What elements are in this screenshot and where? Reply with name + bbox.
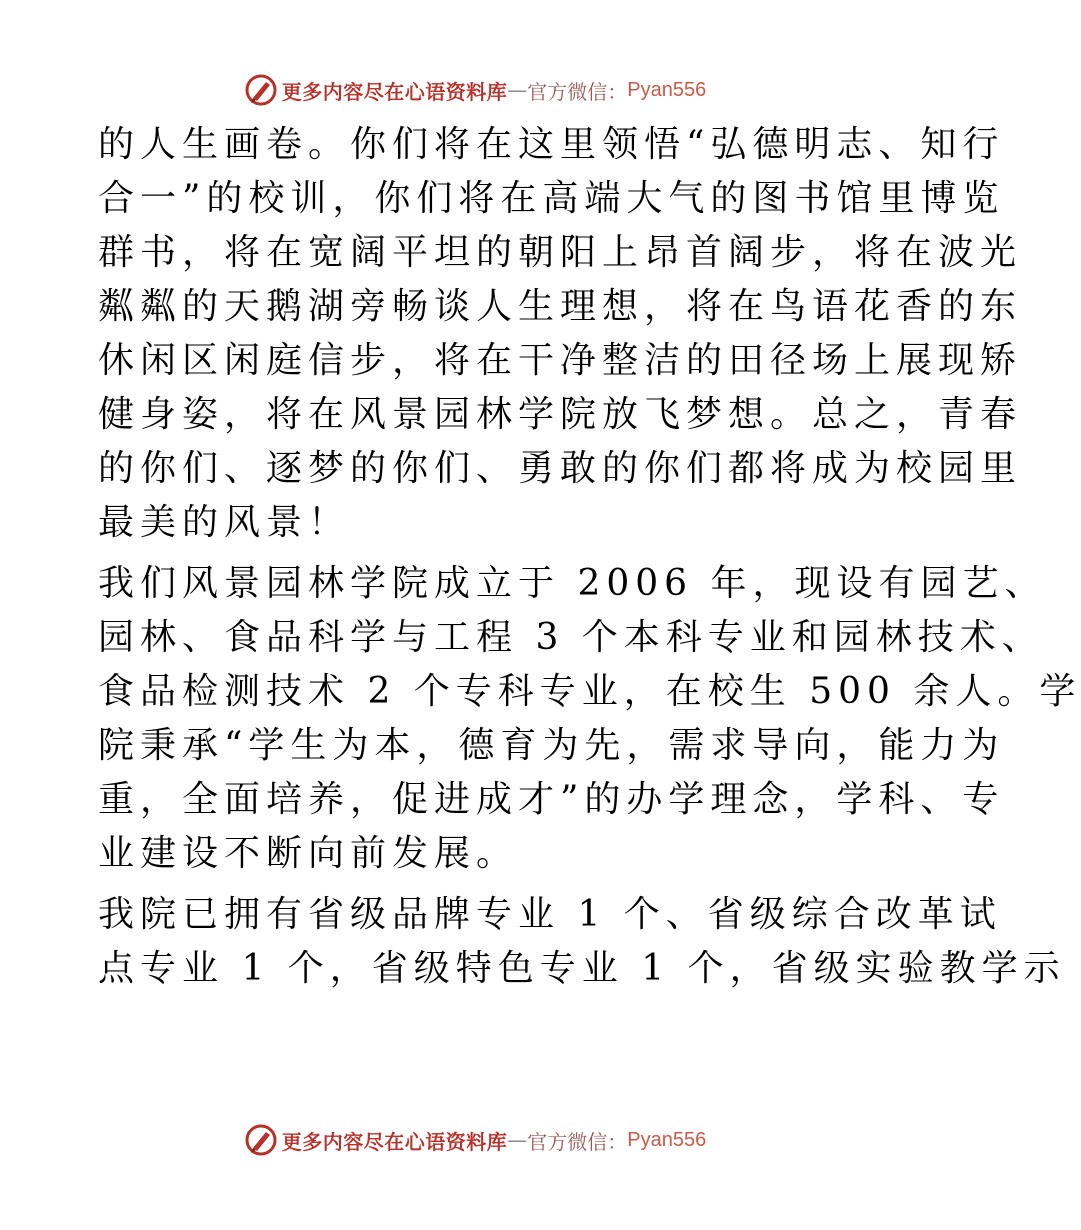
watermark-wechat-label: 官方微信： xyxy=(527,79,628,104)
footer-watermark xyxy=(0,1120,950,1160)
text-line: 合一”的校训，你们将在高端大气的图书馆里博览 xyxy=(98,178,1005,219)
watermark-wechat-label: 官方微信： xyxy=(527,1129,628,1154)
watermark-text: 更多内容尽在心语资料库 xyxy=(281,79,508,104)
watermark-dash: — xyxy=(507,1128,528,1152)
text-line: 园林、食品科学与工程 3 个本科专业和园林技术、 xyxy=(98,617,1044,658)
text-line: 最美的风景！ xyxy=(98,502,351,543)
watermark-dash: — xyxy=(507,78,528,102)
text-line: 的人生画卷。你们将在这里领悟“弘德明志、知行 xyxy=(98,124,1005,165)
text-line: 点专业 1 个，省级特色专业 1 个，省级实验教学示 xyxy=(98,948,1066,989)
text-line: 重，全面培养，促进成才”的办学理念，学科、专 xyxy=(98,779,1005,820)
text-line: 健身姿，将在风景园林学院放飞梦想。总之，青春 xyxy=(98,394,1023,435)
pen-logo-icon xyxy=(244,1123,278,1157)
document-body xyxy=(98,118,1081,996)
paragraph-2 xyxy=(98,557,1081,881)
text-line: 食品检测技术 2 个专科专业，在校生 500 余人。学 xyxy=(98,671,1081,712)
paragraph-1 xyxy=(98,118,1023,550)
watermark-wechat-id: Pyan556 xyxy=(627,78,707,101)
pen-logo-icon xyxy=(244,73,278,107)
text-line: 我们风景园林学院成立于 2006 年，现设有园艺、 xyxy=(98,563,1047,604)
text-line: 粼粼的天鹅湖旁畅谈人生理想，将在鸟语花香的东 xyxy=(98,286,1023,327)
paragraph-3 xyxy=(98,888,1066,996)
text-line: 业建设不断向前发展。 xyxy=(98,833,519,874)
text-line: 的你们、逐梦的你们、勇敢的你们都将成为校园里 xyxy=(98,448,1023,489)
text-line: 休闲区闲庭信步，将在干净整洁的田径场上展现矫 xyxy=(98,340,1023,381)
watermark-text: 更多内容尽在心语资料库 xyxy=(281,1129,508,1154)
text-line: 院秉承“学生为本，德育为先，需求导向，能力为 xyxy=(98,725,1005,766)
watermark-wechat-id: Pyan556 xyxy=(627,1128,707,1151)
text-line: 我院已拥有省级品牌专业 1 个、省级综合改革试 xyxy=(98,894,1002,935)
text-line: 群书，将在宽阔平坦的朝阳上昂首阔步，将在波光 xyxy=(98,232,1023,273)
header-watermark xyxy=(0,70,950,110)
